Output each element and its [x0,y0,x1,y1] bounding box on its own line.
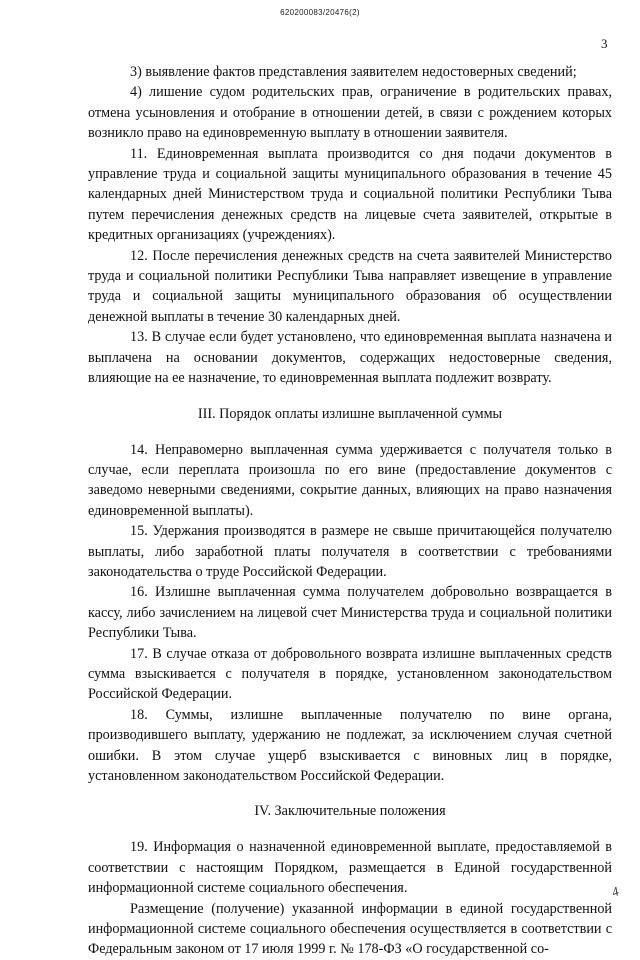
paragraph-18: 18. Суммы, излишне выплаченные получателю по вине органа, производившего выплату, удержанию не подлежат, за исключением случая счетной ошибки. В этом случае ущерб взыскивается с виновных лиц в порядке, установленном законодательством Российской Федерации. [88,706,612,784]
paragraph-item-4: 4) лишение судом родительских прав, ограничение в родительских правах, отмена усыновления и отобрание в отношении детей, в связи с рождением которых возникло право на единовременную выплату в отношении заявителя. [88,84,612,142]
paragraph-19: 19. Информация о назначенной единовременной выплате, предоставляемой в соответствии с настоящим Порядком, размещается в Единой государственной информационной системе социального обеспечения. [88,839,612,897]
paragraph-17: 17. В случае отказа от добровольного возврата излишне выплаченных средств сумма взыскивается с получателя в порядке, установленном законодательством Российской Федерации. [88,645,612,703]
paragraph-13: 13. В случае если будет установлено, что единовременная выплата назначена и выплачена на основании документов, содержащих недостоверные сведения, влияющие на ее назначение, то единовременная выплата подлежит возврату. [88,329,612,387]
paragraph-16: 16. Излишне выплаченная сумма получателем добровольно возвращается в кассу, либо зачислением на лицевой счет Министерства труда и социальной политики Республики Тыва. [88,584,612,642]
paragraph-11: 11. Единовременная выплата производится со дня подачи документов в управление труда и социальной защиты муниципального образования в течение 45 календарных дней Министерством труда и социальной политики Республики Тыва путем перечисления денежных средств на лицевые счета заявителей, открытые в кредитных организациях (учреждениях). [88,145,612,244]
section-3-heading: III. Порядок оплаты излишне выплаченной суммы [197,405,503,422]
paragraph-12: 12. После перечисления денежных средств на счета заявителей Министерство труда и социальной политики Республики Тыва направляет извещение в управление труда и социальной защиты муниципального образования об осуществлении денежной выплаты в течение 30 календарных дней. [88,247,612,325]
page-number: 3 [601,36,608,51]
paragraph-14: 14. Неправомерно выплаченная сумма удерживается с получателя только в случае, если переплата произошла по его вине (предоставление документов с заведомо неверными сведениями, сокрытие данных, влияющих на право назначения единовременной выплаты). [88,441,612,519]
paragraph-15: 15. Удержания производятся в размере не свыше причитающейся получателю выплаты, либо заработной платы получателя в соответствии с требованиями законодательства о труде Российской Федерации. [88,523,612,580]
section-4-heading: IV. Заключительные положения [254,803,446,820]
document-number: 620200083/20476(2) [280,8,360,17]
document-body [88,62,612,960]
paragraph-placement: Размещение (получение) указанной информации в единой государственной информационной системе социального обеспечения осуществляется в соответствии с Федеральным законом от 17 июля 1999 г. № 178-ФЗ «О государственной со- [88,900,612,958]
paragraph-item-3: 3) выявление фактов представления заявителем недостоверных сведений; [130,64,577,80]
handwritten-page-mark: 4 [609,883,621,900]
